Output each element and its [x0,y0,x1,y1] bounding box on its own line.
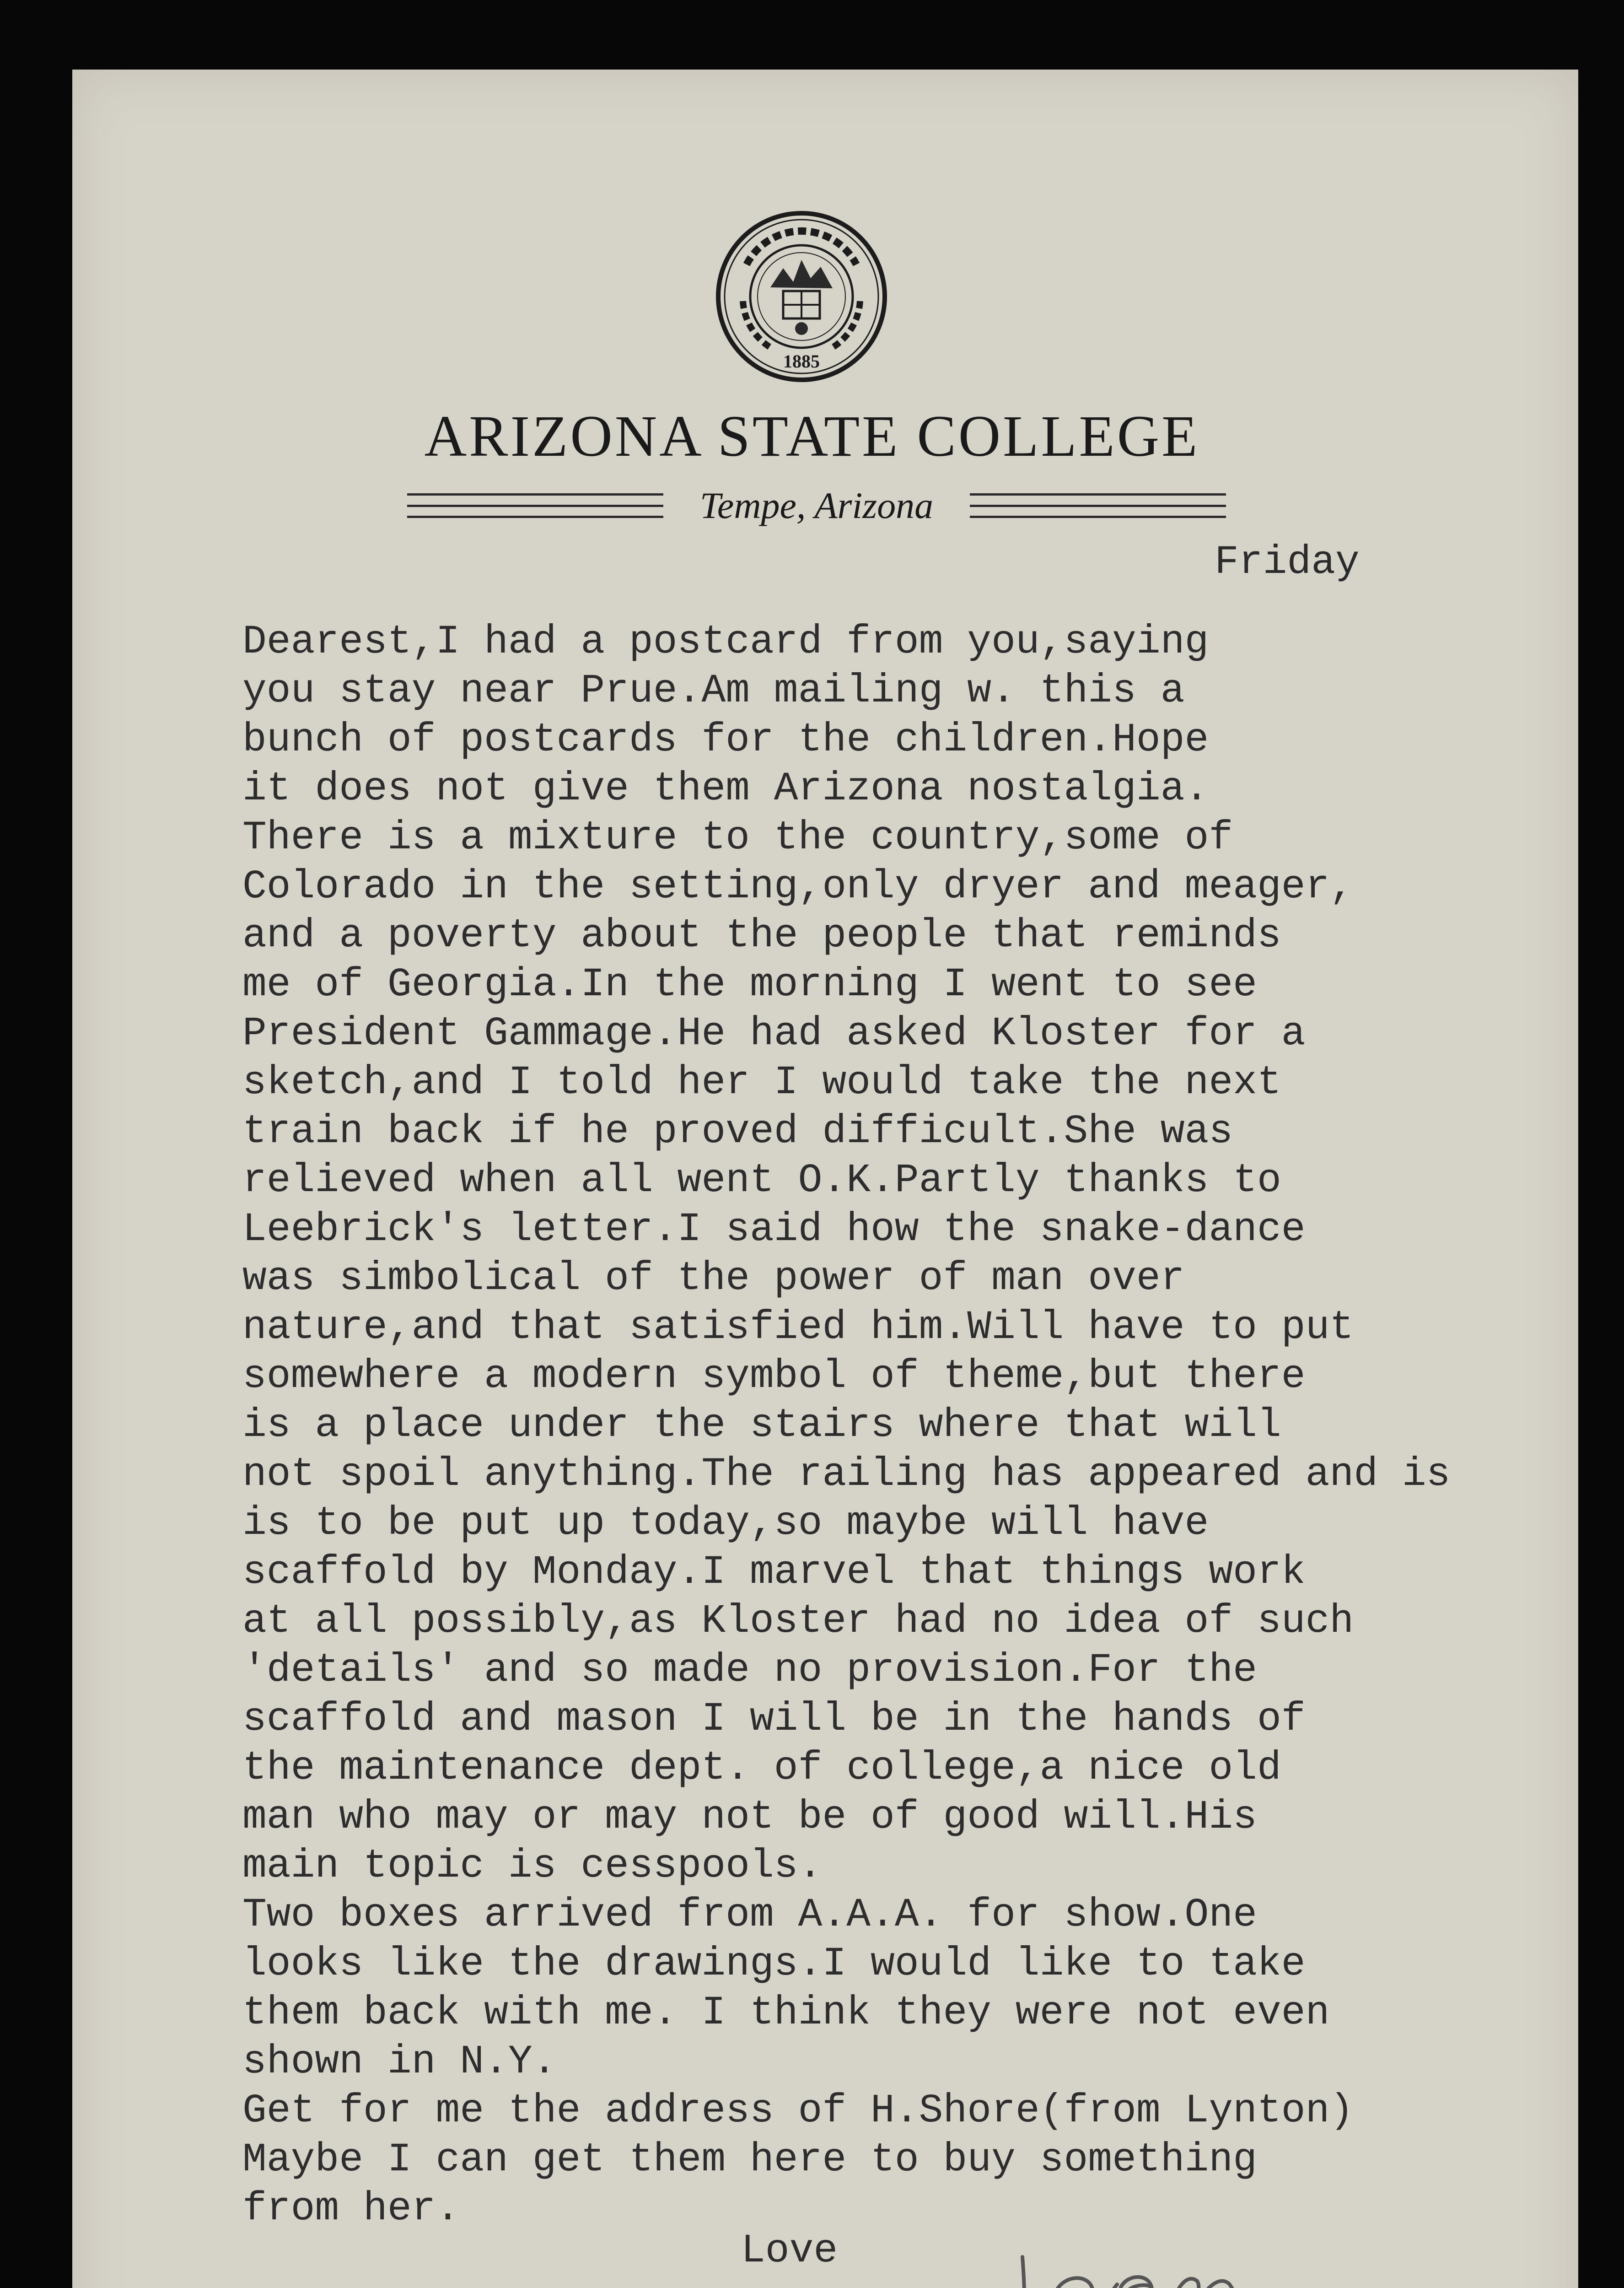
body-line: at all possibly,as Kloster had no idea of such [242,1599,1354,1644]
body-line: looks like the drawings.I would like to take [242,1942,1306,1987]
body-line: Colorado in the setting,only dryer and meager, [242,864,1354,910]
body-line: somewhere a modern symbol of theme,but there [242,1354,1306,1399]
body-line: bunch of postcards for the children.Hope [242,718,1209,763]
body-line: them back with me. I think they were not even [242,1991,1330,2036]
body-line: Get for me the address of H.Shore(from Lynton) [242,2088,1354,2134]
closing-word: Love [741,2229,838,2274]
body-line: you stay near Prue.Am mailing w. this a [242,669,1185,714]
seal-year: 1885 [783,351,820,372]
body-line: Leebrick's letter.I said how the snake-dance [242,1207,1306,1252]
body-line: train back if he proved difficult.She was [242,1109,1233,1155]
location-row [407,480,1226,531]
body-line: shown in N.Y. [242,2040,557,2085]
handwritten-signature [965,2224,1340,2288]
body-line: the maintenance dept. of college,a nice old [242,1746,1281,1791]
right-rule-lines [970,493,1226,518]
body-line: Maybe I can get them here to buy something [242,2137,1257,2183]
body-line: is a place under the stairs where that will [242,1403,1281,1448]
letter-date: Friday [1215,540,1360,585]
body-line: 'details' and so made no provision.For the [242,1648,1257,1693]
body-line: Dearest,I had a postcard from you,saying [242,620,1209,665]
body-line: President Gammage.He had asked Kloster for a [242,1011,1306,1057]
body-line: scaffold and mason I will be in the hands of [242,1697,1306,1742]
body-line: not spoil anything.The railing has appeared and is [242,1452,1451,1497]
body-line: nature,and that satisfied him.Will have to put [242,1305,1354,1350]
institution-name: ARIZONA STATE COLLEGE [424,404,1200,469]
body-line: scaffold by Monday.I marvel that things work [242,1550,1306,1595]
location-text: Tempe, Arizona [699,485,934,526]
body-line: relieved when all went O.K.Partly thanks to [242,1158,1281,1203]
body-line: was simbolical of the power of man over [242,1256,1185,1301]
left-rule-lines [407,493,663,518]
body-line: it does not give them Arizona nostalgia. [242,766,1209,812]
letter-body [242,618,1569,2234]
body-line: and a poverty about the people that reminds [242,913,1281,959]
body-line: is to be put up today,so maybe will have [242,1501,1209,1546]
body-line: man who may or may not be of good will.His [242,1795,1257,1840]
body-line: main topic is cesspools. [242,1844,823,1889]
college-seal-icon [715,210,888,383]
body-line: There is a mixture to the country,some of [242,815,1233,861]
body-line: Two boxes arrived from A.A.A. for show.One [242,1893,1257,1938]
body-line: from her. [242,2186,460,2232]
body-line: sketch,and I told her I would take the next [242,1060,1281,1106]
body-line: me of Georgia.In the morning I went to see [242,962,1257,1008]
